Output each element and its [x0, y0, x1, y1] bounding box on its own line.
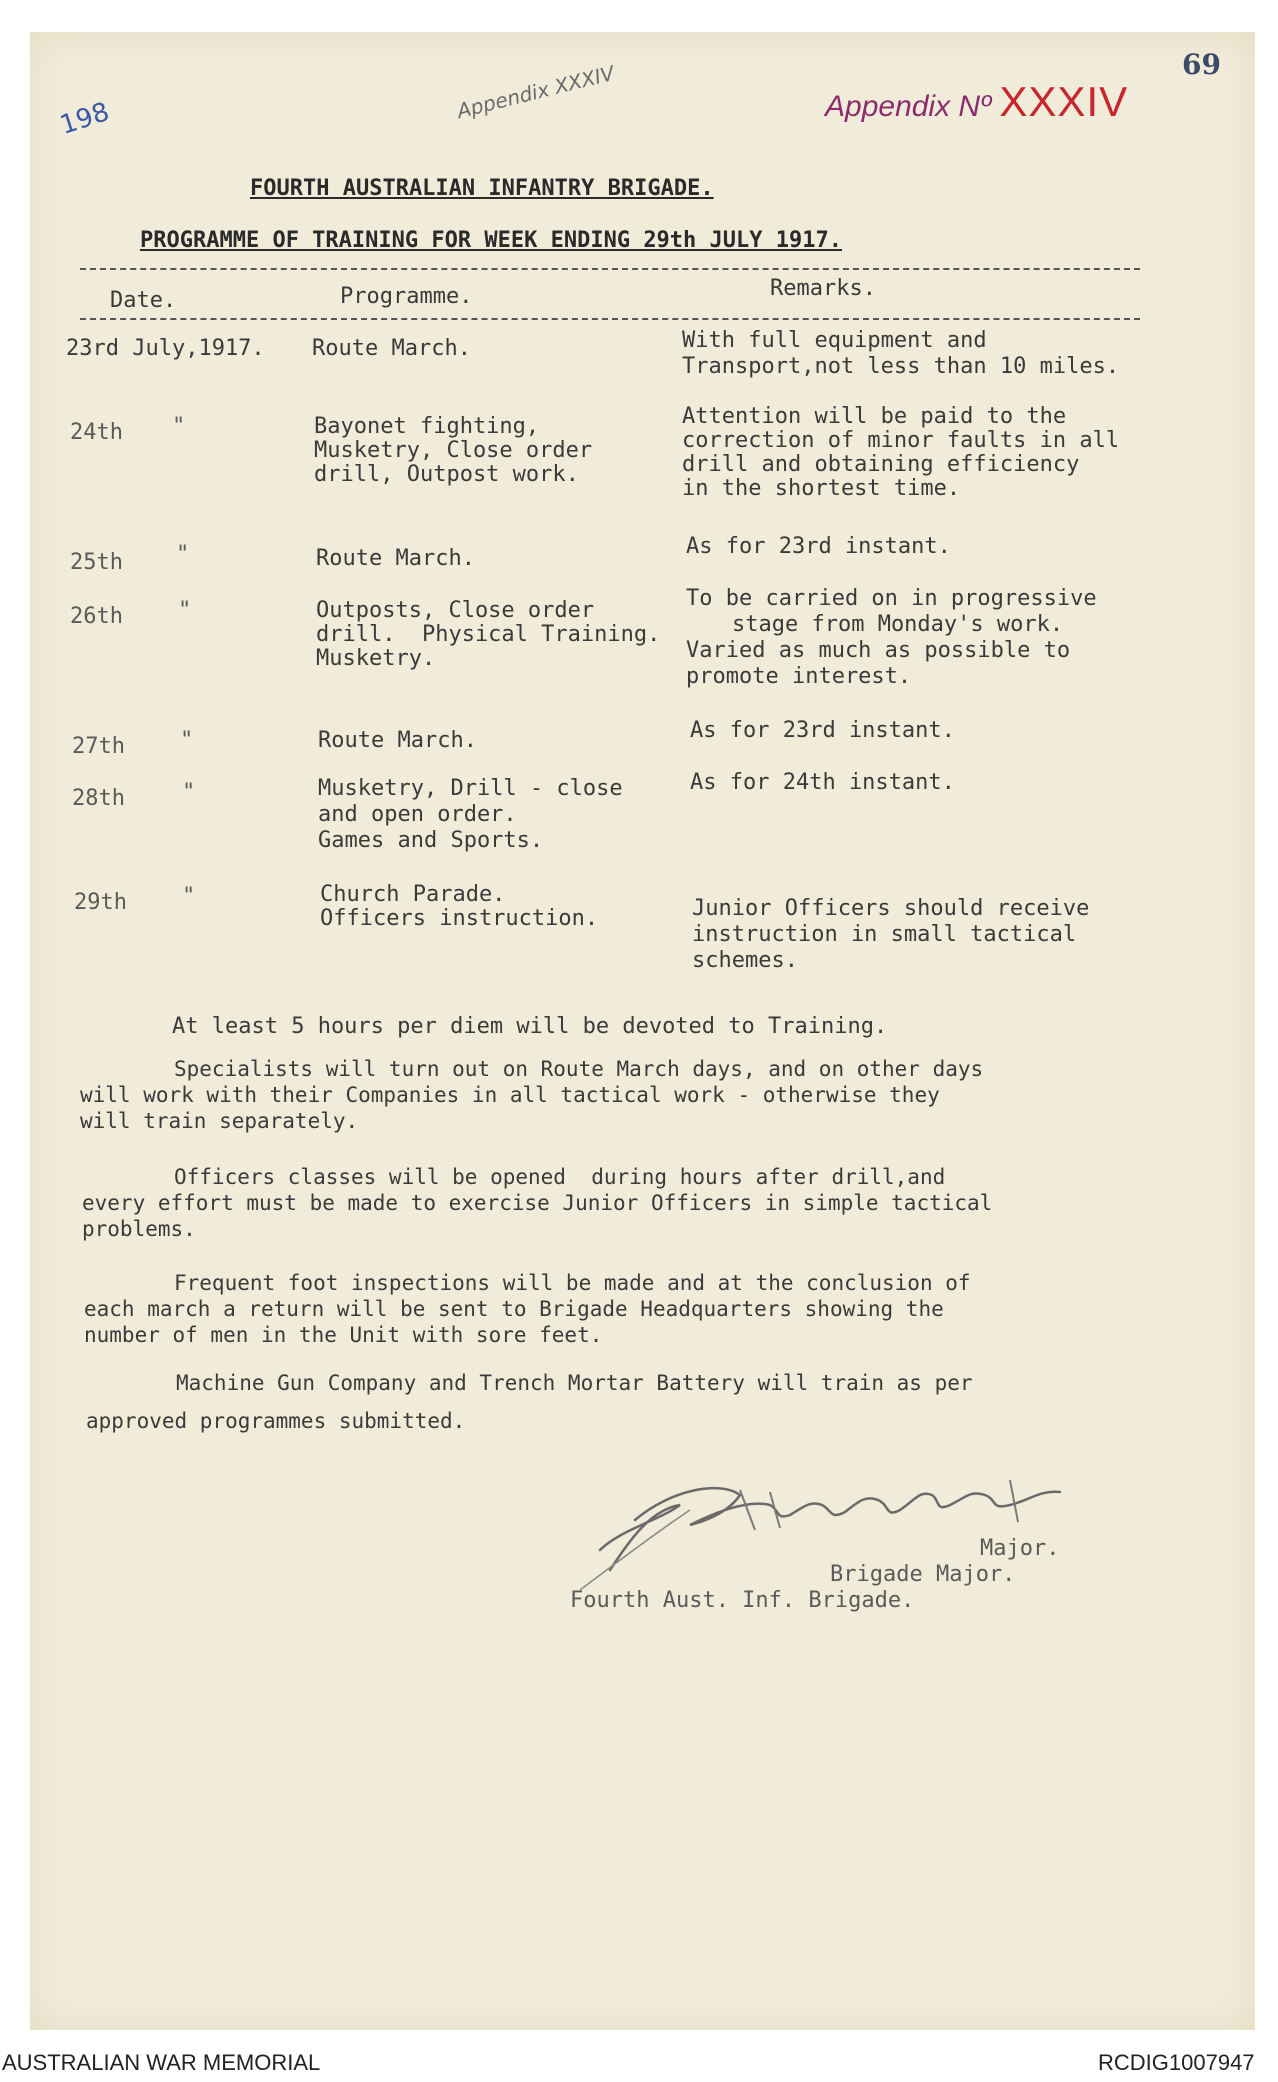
table-row-programme: drill, Outpost work. — [314, 462, 579, 487]
handwritten-signature — [540, 1450, 1100, 1600]
header-rule-top — [80, 268, 1140, 270]
paragraph-line: each march a return will be sent to Brigade Headquarters showing the — [84, 1297, 944, 1321]
table-row-programme: Bayonet fighting, — [314, 414, 540, 439]
table-row-ditto: " — [172, 414, 186, 439]
table-row-ditto: " — [182, 884, 196, 909]
table-row-programme: and open order. — [318, 802, 517, 827]
table-row-remarks: As for 23rd instant. — [690, 718, 955, 743]
table-row-programme: Church Parade. — [320, 882, 506, 907]
table-row-programme: Musketry, Close order — [314, 438, 593, 463]
table-row-date: 24th — [70, 420, 123, 445]
column-header-programme: Programme. — [340, 284, 473, 309]
table-row-remarks: schemes. — [692, 948, 798, 973]
table-row-date: 28th — [72, 786, 125, 811]
appendix-number: XXXIV — [999, 78, 1129, 125]
signatory-rank: Major. — [980, 1536, 1060, 1561]
table-row-programme: Games and Sports. — [318, 828, 544, 853]
pencil-appendix-note: Appendix XXXIV — [454, 60, 617, 124]
paragraph-line: Frequent foot inspections will be made and at the conclusion of — [174, 1271, 971, 1295]
signatory-appointment: Brigade Major. — [830, 1562, 1016, 1587]
paragraph-line: number of men in the Unit with sore feet. — [84, 1323, 603, 1347]
footer-archive-name: AUSTRALIAN WAR MEMORIAL — [2, 2050, 321, 2075]
table-row-remarks: To be carried on in progressive — [686, 586, 1097, 611]
column-header-remarks: Remarks. — [770, 276, 876, 301]
handwritten-page-number: 198 — [56, 97, 114, 141]
table-row-date: 25th — [70, 550, 123, 575]
table-row-date: 29th — [74, 890, 127, 915]
table-row-ditto: " — [176, 542, 190, 567]
paragraph-line: Specialists will turn out on Route March days, and on other days — [174, 1057, 984, 1081]
table-row-remarks: instruction in small tactical — [692, 922, 1077, 947]
table-row-date: 27th — [72, 734, 125, 759]
table-row-remarks: Varied as much as possible to — [686, 638, 1071, 663]
paragraph-line: will train separately. — [80, 1109, 359, 1133]
paragraph-line: Officers classes will be opened during hours after drill,and — [174, 1165, 946, 1189]
table-row-ditto: " — [178, 598, 192, 623]
table-row-date: 23rd July,1917. — [66, 336, 265, 361]
table-row-remarks: With full equipment and — [682, 328, 987, 353]
table-row-programme: Route March. — [316, 546, 475, 571]
table-row-remarks: Transport,not less than 10 miles. — [682, 354, 1120, 379]
signatory-formation: Fourth Aust. Inf. Brigade. — [570, 1588, 915, 1613]
table-row-programme: Musketry, Drill - close — [318, 776, 623, 801]
table-row-programme: Musketry. — [316, 646, 436, 671]
footer-record-id: RCDIG1007947 — [1098, 2050, 1255, 2075]
table-row-ditto: " — [182, 780, 196, 805]
table-row-remarks: correction of minor faults in all — [682, 428, 1120, 453]
table-row-programme: Outposts, Close order — [316, 598, 595, 623]
table-row-remarks: As for 24th instant. — [690, 770, 955, 795]
table-row-programme: Route March. — [312, 336, 471, 361]
paragraph-line: approved programmes submitted. — [86, 1409, 466, 1433]
table-row-remarks: Junior Officers should receive — [692, 896, 1090, 921]
table-row-remarks: in the shortest time. — [682, 476, 961, 501]
appendix-label: Appendix Nº — [825, 90, 992, 123]
table-row-remarks: drill and obtaining efficiency — [682, 452, 1080, 477]
table-row-programme: drill. Physical Training. — [316, 622, 661, 647]
table-row-remarks: As for 23rd instant. — [686, 534, 951, 559]
paragraph-line: every effort must be made to exercise Junior Officers in simple tactical — [82, 1191, 993, 1215]
unit-heading: FOURTH AUSTRALIAN INFANTRY BRIGADE. — [250, 176, 714, 201]
table-row-remarks: stage from Monday's work. — [732, 612, 1064, 637]
appendix-stamp — [825, 78, 1128, 126]
paragraph-line: At least 5 hours per diem will be devoted to Training. — [172, 1014, 888, 1039]
table-row-ditto: " — [180, 728, 194, 753]
document-title: PROGRAMME OF TRAINING FOR WEEK ENDING 29th JULY 1917. — [140, 228, 842, 253]
table-row-remarks: Attention will be paid to the — [682, 404, 1067, 429]
table-row-programme: Route March. — [318, 728, 477, 753]
folio-number: 69 — [1182, 48, 1221, 81]
paragraph-line: Machine Gun Company and Trench Mortar Battery will train as per — [176, 1371, 973, 1395]
paragraph-line: will work with their Companies in all tactical work - otherwise they — [80, 1083, 940, 1107]
paragraph-line: problems. — [82, 1217, 196, 1241]
header-rule-bottom — [80, 318, 1140, 320]
column-header-date: Date. — [110, 288, 177, 313]
table-row-programme: Officers instruction. — [320, 906, 599, 931]
table-row-date: 26th — [70, 604, 123, 629]
table-row-remarks: promote interest. — [686, 664, 912, 689]
